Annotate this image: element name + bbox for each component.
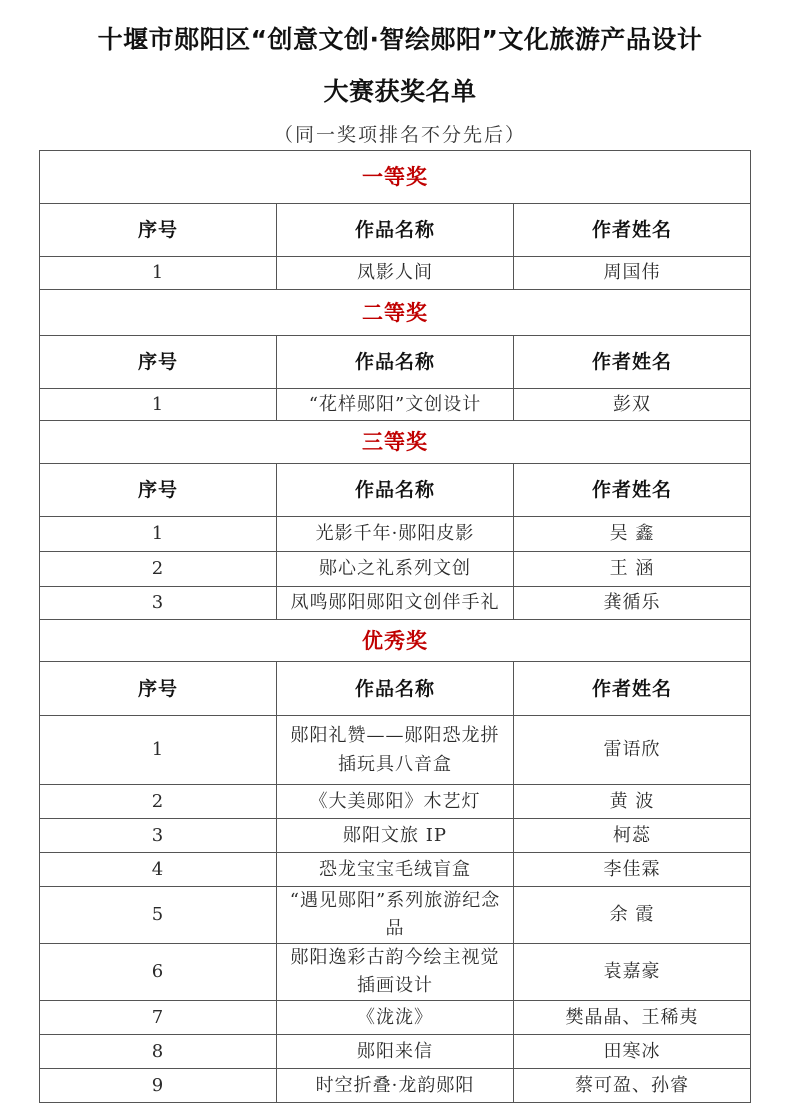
table-row <box>40 1069 751 1103</box>
prize-title: 优秀奖 <box>40 620 751 662</box>
row-author: 袁嘉豪 <box>514 944 751 1001</box>
header-index: 序号 <box>40 464 277 517</box>
row-work: 郧阳文旅 IP <box>277 819 514 853</box>
award-table <box>39 150 751 1103</box>
row-work: 《大美郧阳》木艺灯 <box>277 785 514 819</box>
row-author: 彭双 <box>514 389 751 421</box>
ranking-note: （同一奖项排名不分先后） <box>273 124 526 146</box>
row-author: 李佳霖 <box>514 853 751 887</box>
row-author: 王 涵 <box>514 552 751 587</box>
row-work: 时空折叠·龙韵郧阳 <box>277 1069 514 1103</box>
table-row <box>40 1001 751 1035</box>
header-row <box>40 204 751 257</box>
row-work: 郧阳逸彩古韵今绘主视觉插画设计 <box>277 944 514 1001</box>
table-row <box>40 887 751 944</box>
document-title-line2: 大赛获奖名单 <box>323 77 477 106</box>
row-work: 郧阳来信 <box>277 1035 514 1069</box>
header-row <box>40 464 751 517</box>
document-title-line1: 十堰市郧阳区“创意文创·智绘郧阳”文化旅游产品设计 <box>97 25 703 54</box>
row-work: 光影千年·郧阳皮影 <box>277 517 514 552</box>
table-row <box>40 853 751 887</box>
row-author: 蔡可盈、孙睿 <box>514 1069 751 1103</box>
row-index: 1 <box>40 389 277 421</box>
row-work: 郧阳礼赞——郧阳恐龙拼插玩具八音盒 <box>277 716 514 785</box>
row-author: 柯蕊 <box>514 819 751 853</box>
header-author: 作者姓名 <box>514 662 751 716</box>
header-index: 序号 <box>40 336 277 389</box>
row-author: 吴 鑫 <box>514 517 751 552</box>
row-author: 周国伟 <box>514 257 751 290</box>
prize-row-second <box>40 290 751 336</box>
row-index: 1 <box>40 257 277 290</box>
header-row <box>40 336 751 389</box>
header-work: 作品名称 <box>277 662 514 716</box>
row-index: 5 <box>40 887 277 944</box>
prize-row-third <box>40 421 751 464</box>
table-row <box>40 552 751 587</box>
row-index: 1 <box>40 517 277 552</box>
table-row <box>40 257 751 290</box>
row-index: 8 <box>40 1035 277 1069</box>
prize-title: 二等奖 <box>40 290 751 336</box>
table-row <box>40 819 751 853</box>
prize-title: 一等奖 <box>40 151 751 204</box>
table-row <box>40 587 751 620</box>
row-index: 3 <box>40 587 277 620</box>
row-index: 4 <box>40 853 277 887</box>
table-row <box>40 517 751 552</box>
table-row <box>40 785 751 819</box>
header-work: 作品名称 <box>277 336 514 389</box>
header-author: 作者姓名 <box>514 204 751 257</box>
row-author: 樊晶晶、王稀夷 <box>514 1001 751 1035</box>
row-work: 《泷泷》 <box>277 1001 514 1035</box>
row-work: 恐龙宝宝毛绒盲盒 <box>277 853 514 887</box>
row-author: 龚循乐 <box>514 587 751 620</box>
row-index: 2 <box>40 552 277 587</box>
header-author: 作者姓名 <box>514 336 751 389</box>
row-author: 黄 波 <box>514 785 751 819</box>
table-row <box>40 389 751 421</box>
header-author: 作者姓名 <box>514 464 751 517</box>
row-author: 田寒冰 <box>514 1035 751 1069</box>
row-work: “遇见郧阳”系列旅游纪念品 <box>277 887 514 944</box>
row-index: 1 <box>40 716 277 785</box>
row-index: 6 <box>40 944 277 1001</box>
row-work: 凤鸣郧阳郧阳文创伴手礼 <box>277 587 514 620</box>
table-row <box>40 944 751 1001</box>
row-index: 7 <box>40 1001 277 1035</box>
prize-row-excellence <box>40 620 751 662</box>
row-work: 凤影人间 <box>277 257 514 290</box>
row-work: 郧心之礼系列文创 <box>277 552 514 587</box>
row-index: 3 <box>40 819 277 853</box>
row-author: 雷语欣 <box>514 716 751 785</box>
prize-title: 三等奖 <box>40 421 751 464</box>
header-index: 序号 <box>40 662 277 716</box>
row-index: 9 <box>40 1069 277 1103</box>
row-work: “花样郧阳”文创设计 <box>277 389 514 421</box>
header-row <box>40 662 751 716</box>
header-index: 序号 <box>40 204 277 257</box>
prize-row-first <box>40 151 751 204</box>
row-author: 余 霞 <box>514 887 751 944</box>
table-row <box>40 1035 751 1069</box>
row-index: 2 <box>40 785 277 819</box>
header-work: 作品名称 <box>277 464 514 517</box>
header-work: 作品名称 <box>277 204 514 257</box>
table-row <box>40 716 751 785</box>
